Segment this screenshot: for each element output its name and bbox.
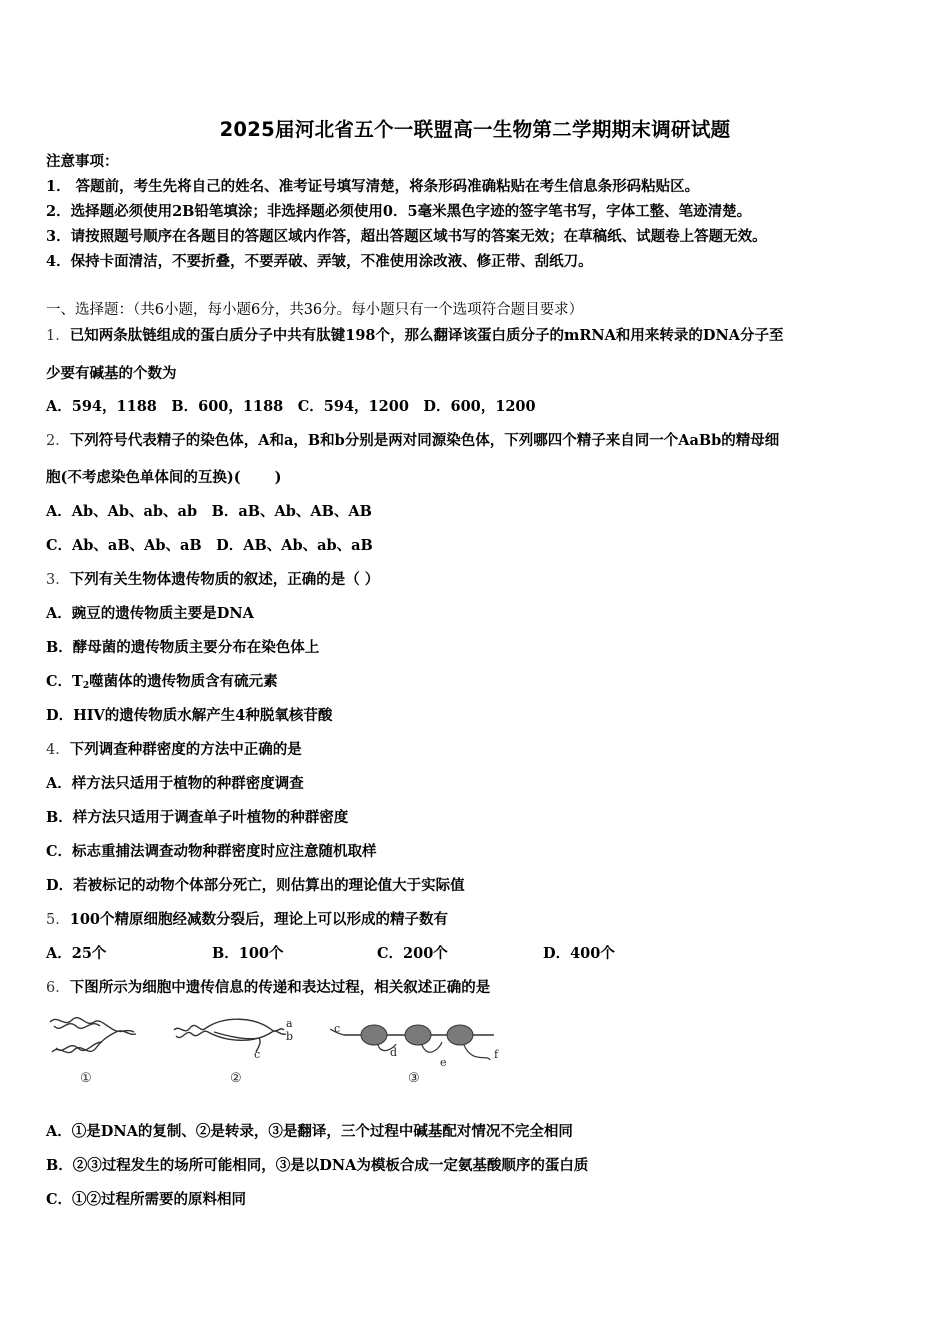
option-b: B．酵母菌的遗传物质主要分布在染色体上 — [46, 639, 320, 656]
notice-item-1: 1． 答题前，考生先将自己的姓名、准考证号填写清楚，将条形码准确粘贴在考生信息条形码粘贴区。 — [46, 178, 700, 195]
question-5 — [46, 910, 448, 930]
figure-label-1: ① — [80, 1071, 92, 1086]
notice-heading: 注意事项： — [46, 153, 119, 170]
option-a: A．豌豆的遗传物质主要是DNA — [46, 605, 254, 622]
question-stem: 已知两条肽链组成的蛋白质分子中共有肽键198个，那么翻译该蛋白质分子的mRNA和用来转录的DNA分子至 — [69, 327, 784, 344]
label-c2: c — [334, 1022, 341, 1035]
question-number: 6． — [46, 980, 70, 996]
label-a: a — [286, 1017, 293, 1030]
question-stem: 100个精原细胞经减数分裂后，理论上可以形成的精子数有 — [69, 911, 448, 928]
question-stem: 下列调查种群密度的方法中正确的是 — [69, 741, 302, 758]
notice-item-3: 3．请按照题号顺序在各题目的答题区域内作答，超出答题区域书写的答案无效；在草稿纸、试题卷上答题无效。 — [46, 228, 767, 245]
replication-diagram — [50, 1018, 136, 1053]
question-2-options-cd: C．Ab、aB、Ab、aB D．AB、Ab、ab、aB — [46, 537, 373, 554]
option-d: D．HIV的遗传物质水解产生4种脱氧核苷酸 — [46, 707, 333, 724]
option-d: D．若被标记的动物个体部分死亡，则估算出的理论值大于实际值 — [46, 877, 465, 894]
option-a: A．样方法只适用于植物的种群密度调查 — [46, 775, 304, 792]
transcription-diagram — [174, 1019, 286, 1052]
question-number: 4． — [46, 742, 70, 758]
question-stem: 下图所示为细胞中遗传信息的传递和表达过程，相关叙述正确的是 — [69, 979, 491, 996]
label-e: e — [440, 1056, 447, 1069]
question-2-options-ab: A．Ab、Ab、ab、ab B．aB、Ab、AB、AB — [46, 503, 372, 520]
question-1 — [46, 326, 783, 346]
option-a: A．①是DNA的复制、②是转录，③是翻译，三个过程中碱基配对情况不完全相同 — [46, 1123, 573, 1140]
option-d: D．400个 — [543, 945, 615, 962]
question-2 — [46, 431, 779, 451]
option-c-prefix: C．T — [46, 673, 83, 690]
question-number: 3． — [46, 572, 70, 588]
question-1-line2: 少要有碱基的个数为 — [46, 365, 177, 382]
page-title: 2025届河北省五个一联盟高一生物第二学期期末调研试题 — [219, 118, 731, 141]
option-a: A．25个 — [46, 945, 107, 962]
notice-item-2: 2．选择题必须使用2B铅笔填涂；非选择题必须使用0．5毫米黑色字迹的签字笔书写，字体工整、笔迹清楚。 — [46, 203, 752, 220]
label-d: d — [390, 1046, 398, 1059]
question-number: 5． — [46, 912, 70, 928]
label-f: f — [494, 1048, 499, 1061]
notice-item-4: 4．保持卡面清洁，不要折叠，不要弄破、弄皱，不准使用涂改液、修正带、刮纸刀。 — [46, 253, 593, 270]
section-heading: 一、选择题：（共6小题，每小题6分，共36分。每小题只有一个选项符合题目要求） — [46, 302, 584, 318]
question-stem: 下列有关生物体遗传物质的叙述，正确的是（ ） — [69, 571, 380, 588]
translation-diagram — [330, 1025, 494, 1060]
question-number: 2． — [46, 433, 70, 449]
question-6 — [46, 978, 490, 998]
option-c: C．200个 — [377, 945, 448, 962]
label-b: b — [286, 1030, 294, 1043]
option-b: B．100个 — [212, 945, 284, 962]
option-c-subscript: 2 — [82, 681, 90, 691]
question-1-options: A．594，1188 B．600，1188 C．594，1200 D．600，1200 — [46, 398, 536, 415]
figure-label-3: ③ — [408, 1071, 420, 1086]
option-c: C．①②过程所需要的原料相同 — [46, 1191, 247, 1208]
figure-label-2: ② — [230, 1071, 242, 1086]
option-c: C．标志重捕法调查动物种群密度时应注意随机取样 — [46, 843, 377, 860]
question-stem: 下列符号代表精子的染色体，A和a，B和b分别是两对同源染色体，下列哪四个精子来自同一个AaBb的精母细 — [69, 432, 780, 449]
question-4 — [46, 740, 302, 760]
option-b: B．样方法只适用于调查单子叶植物的种群密度 — [46, 809, 349, 826]
question-3 — [46, 570, 379, 590]
option-c — [46, 672, 278, 696]
option-c-text: 噬菌体的遗传物质含有硫元素 — [89, 673, 278, 690]
label-c: c — [254, 1048, 261, 1061]
question-number: 1． — [46, 328, 70, 344]
question-2-line2: 胞(不考虑染色单体间的互换)( ) — [46, 469, 282, 486]
option-b: B．②③过程发生的场所可能相同，③是以DNA为模板合成一定氨基酸顺序的蛋白质 — [46, 1157, 589, 1174]
gene-expression-figure — [44, 1008, 514, 1088]
